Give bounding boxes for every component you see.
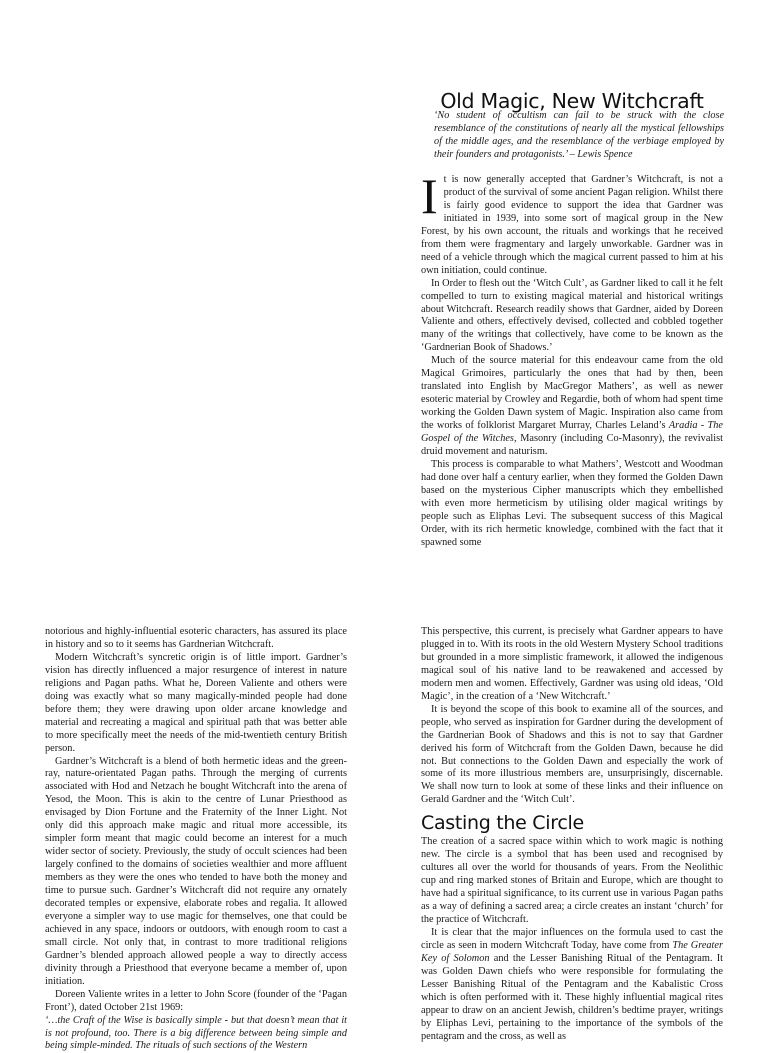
paragraph-text: t is now generally accepted that Gardner’s Witchcraft, is not a product of the survival of some ancient Pagan religion. Whilst there is fairly good evidence to support the idea that Gardner was initiated in 1939, into some sort of magical group in the New Forest, by his own account, the rituals and workings that he received from them were fragmentary and largely unworkable. Gardner was in need of a vehicle through which the magical current passed to him at his own initiation, could continue. xyxy=(421,174,723,276)
paragraph: This process is comparable to what Mathers’, Westcott and Woodman had done over half a century earlier, when they formed the Golden Dawn based on the mysterious Cipher manuscripts which they embellished with even more hermeticism by utilising older magical writings by people such as Eliphas Levi. The subsequent success of this Magical Order, with its rich hermetic knowledge, combined with the fact that it spawned some xyxy=(421,458,723,548)
paragraph xyxy=(421,168,723,278)
paragraph xyxy=(421,927,723,1044)
column-bottom-left xyxy=(45,626,347,1052)
paragraph: In Order to flesh out the ‘Witch Cult’, as Gardner liked to call it he felt compelled to turn to existing magical material and historical writings about Witchcraft. Research readily shows that Gardner, aided by Doreen Valiente and others, effectively devised, collected and cobbled together many of the writings that collectively, have come to be known as the ‘Gardnerian Book of Shadows.’ xyxy=(421,277,723,354)
paragraph: The creation of a sacred space within which to work magic is nothing new. The circle is a symbol that has been used and recognised by cultures all over the world for thousands of years. From the Neolithic cup and ring marked stones of Britain and Europe, which are thought to have had a spiritual significance, to its current use in various Pagan paths as a way of defining a sacred area; a circle creates an instant ‘church’ for the practice of Witchcraft. xyxy=(421,836,723,926)
paragraph-text: It is clear that the major influences on the formula used to cast the circle as seen in modern Witchcraft Today, have come from xyxy=(421,927,723,951)
paragraph: Doreen Valiente writes in a letter to John Score (founder of the ‘Pagan Front’), dated October 21st 1969: xyxy=(45,988,347,1013)
book-title: Aradia - The Gospel of the Witches xyxy=(421,420,723,445)
paragraph: Modern Witchcraft’s syncretic origin is of little import. Gardner’s vision has directly influenced a major resurgence of interest in nature religions and Pagan paths. What he, Doreen Valiente and others were doing was exactly what so many magically-minded people had done before them; they were drawing upon older arcane knowledge and material and recreating a magical and spiritual path that was better able to more specifically meet the needs of the mid-twentieth century British person. xyxy=(45,651,347,754)
paragraph: Gardner’s Witchcraft is a blend of both hermetic ideas and the green-ray, nature-orientated Pagan paths. Through the merging of currents associated with Hod and Netzach he bought Witchcraft into the arena of Yesod, the Moon. This is akin to the centre of Lunar Priesthood as envisaged by Dion Fortune and the Fraternity of the Inner Light. Not only did this approach make magic and ritual more accessible, its simpler form meant that magic could become an interest for a much wider sector of society. Previously, the study of occult sciences had been largely confined to the domains of societies wealthier and more affluent members as they were the ones who tended to have both the money and time to pursue such. Gardner’s Witchcraft did not require any ornately decorated temples or expensive, elaborate robes and regalia. It allowed everyone a simpler way to use magic for themselves, one that could be achieved in any space, indoors or outdoors, with enough room to cast a small circle. Not only that, in contrast to more traditional religions Gardner’s blended approach allowed people a way to directly access divinity through a Priesthood that everyone became a member of, upon initiation. xyxy=(45,755,347,987)
paragraph-text: and the Lesser Banishing Ritual of the Pentagram. It was Golden Dawn chiefs who were responsible for formulating the Lesser Banishing Ritual of the Pentagram and the Kabalistic Cross which is often performed with it. These highly influential magical rites appear to draw on an ancient Jewish, children’s bedtime prayer, writings by Eliphas Levi, pertaining to the importance of the symbols of the pentagram and the cross, as well as xyxy=(421,952,723,1042)
paragraph: This perspective, this current, is precisely what Gardner appears to have plugged in to. With its roots in the old Western Mystery School traditions but grounded in a more simplistic framework, it allowed the indigenous magical soul of his native land to be reawakened and accessed by modern men and women. Effectively, Gardner was using old ideas, ‘Old Magic’, in the creation of a ‘New Witchcraft.’ xyxy=(421,626,723,702)
drop-cap: I xyxy=(421,168,438,224)
paragraph: It is beyond the scope of this book to examine all of the sources, and people, who served as inspiration for Gardner during the development of the Gardnerian Book of Shadows and this is not to say that Gardner derived his form of Witchcraft from the Golden Dawn, because he did not. But connections to the Golden Dawn and especially the work of some of its more illustrious members are, unsurprisingly, discernable. We shall now turn to look at some of these links and their influence on Gerald Gardner and the ‘Witch Cult’. xyxy=(421,703,723,806)
paragraph-text: Much of the source material for this endeavour came from the old Magical Grimoires, particularly the ones that had by then, been translated into English by MacGregor Mathers’, as well as newer esoteric material by Crowley and Regardie, both of whom had spent time working the Golden Dawn system of Magic. Inspiration also came from the works of folklorist Margaret Murray, Charles Leland’s xyxy=(421,355,723,432)
paragraph: notorious and highly-influential esoteric characters, has assured its place in history and so to it seems has Gardnerian Witchcraft. xyxy=(45,626,347,650)
block-quote: ‘…the Craft of the Wise is basically simple - but that doesn’t mean that it is not profound, too. There is a big difference between being simple and being simple-minded. The rituals of such sections of the Western xyxy=(45,1014,347,1052)
book-title: The Greater Key of Solomon xyxy=(421,939,723,964)
section-heading: Casting the Circle xyxy=(421,812,584,835)
column-bottom-right xyxy=(421,626,723,1042)
column-top-right xyxy=(421,168,723,548)
paragraph xyxy=(421,355,723,459)
chapter-title: Old Magic, New Witchcraft xyxy=(440,88,704,113)
epigraph-quote: ‘No student of occultism can fail to be struck with the close resemblance of the constitutions of nearly all the mystical fellowships of the middle ages, and the resemblance of the verbiage employed by their founders and protagonists.’ – Lewis Spence xyxy=(434,110,724,161)
paragraph-text: , Masonry (including Co-Masonry), the revivalist druid movement and naturism. xyxy=(421,433,723,458)
